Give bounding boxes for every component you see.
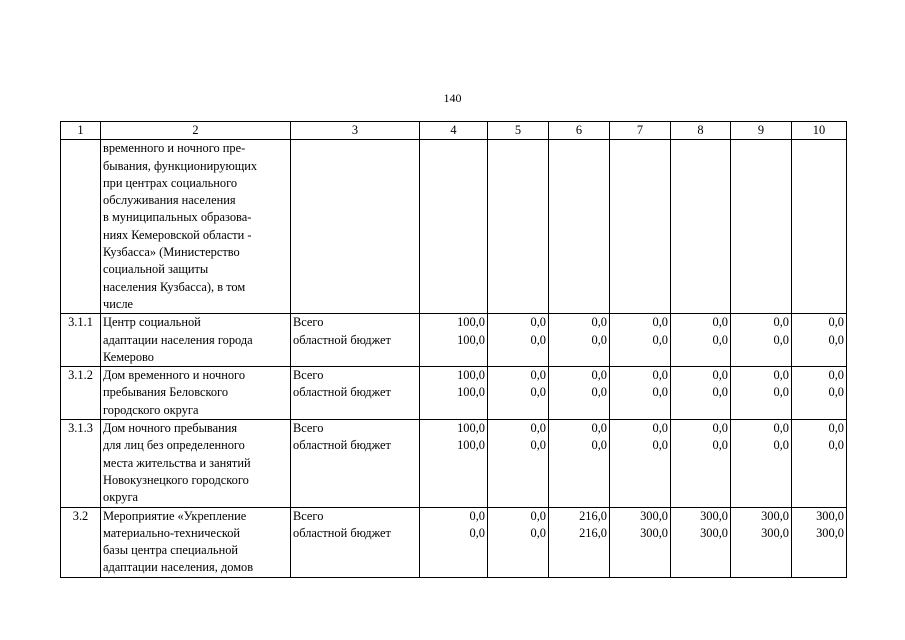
name-line: социальной защиты: [103, 262, 209, 277]
value-cell-col-10: [792, 140, 847, 314]
value-line: 0,0: [712, 332, 728, 347]
row-source: [291, 314, 420, 367]
value-line: 300,0: [761, 525, 789, 540]
value-line: 300,0: [816, 525, 844, 540]
name-line: временного и ночного пре-: [103, 141, 246, 156]
value-line: 100,0: [457, 385, 485, 400]
budget-table: [60, 121, 847, 578]
name-line: ниях Кемеровской области -: [103, 227, 252, 242]
value-line: 0,0: [530, 315, 546, 330]
value-line: 0,0: [652, 332, 668, 347]
value-line: 0,0: [530, 438, 546, 453]
value-line: 0,0: [828, 421, 844, 436]
value-cell-col-9: [731, 507, 792, 577]
value-line: 0,0: [591, 368, 607, 383]
row-number: 3.1.2: [61, 367, 101, 420]
name-line: Новокузнецкого городского: [103, 472, 249, 487]
source-line: областной бюджет: [293, 438, 391, 453]
value-line: 300,0: [640, 525, 668, 540]
source-line: областной бюджет: [293, 332, 391, 347]
value-line: 0,0: [712, 438, 728, 453]
value-cell-col-6: [549, 140, 610, 314]
value-line: 0,0: [652, 438, 668, 453]
value-cell-col-5: [488, 507, 549, 577]
value-cell-col-7: [610, 507, 671, 577]
value-line: 0,0: [591, 332, 607, 347]
value-line: 0,0: [712, 368, 728, 383]
value-line: 0,0: [712, 421, 728, 436]
name-line: при центрах социального: [103, 175, 238, 190]
value-cell-col-4: [420, 420, 488, 507]
row-name: [101, 314, 291, 367]
header-cell-9: 9: [731, 122, 792, 140]
header-cell-1: 1: [61, 122, 101, 140]
value-line: 0,0: [712, 385, 728, 400]
value-cell-col-6: [549, 420, 610, 507]
value-line: 300,0: [700, 508, 728, 523]
value-cell-col-8: [671, 140, 731, 314]
value-cell-col-5: [488, 367, 549, 420]
value-cell-col-5: [488, 420, 549, 507]
value-cell-col-7: [610, 420, 671, 507]
value-line: 0,0: [773, 421, 789, 436]
value-line: 0,0: [773, 385, 789, 400]
value-cell-col-8: [671, 507, 731, 577]
header-cell-10: 10: [792, 122, 847, 140]
value-line: 0,0: [828, 315, 844, 330]
name-line: округа: [103, 490, 139, 505]
header-cell-8: 8: [671, 122, 731, 140]
value-cell-col-6: [549, 314, 610, 367]
name-line: бывания, функционирующих: [103, 158, 258, 173]
name-line: в муниципальных образова-: [103, 210, 252, 225]
value-line: 0,0: [591, 421, 607, 436]
source-line: Всего: [293, 315, 324, 330]
name-line: адаптации населения города: [103, 332, 253, 347]
row-number: [61, 140, 101, 314]
value-line: 0,0: [652, 385, 668, 400]
source-line: Всего: [293, 368, 324, 383]
value-line: 0,0: [828, 438, 844, 453]
value-cell-col-7: [610, 314, 671, 367]
name-line: пребывания Беловского: [103, 385, 229, 400]
name-line: городского округа: [103, 402, 199, 417]
row-source: [291, 140, 420, 314]
value-cell-col-7: [610, 367, 671, 420]
name-line: базы центра специальной: [103, 543, 239, 558]
value-line: 0,0: [773, 332, 789, 347]
name-line: материально-технической: [103, 525, 241, 540]
name-line: Центр социальной: [103, 315, 201, 330]
source-line: областной бюджет: [293, 385, 391, 400]
table-row: [61, 314, 847, 367]
row-name: [101, 140, 291, 314]
name-line: Мероприятие «Укрепление: [103, 508, 247, 523]
table-row: [61, 367, 847, 420]
value-cell-col-6: [549, 507, 610, 577]
value-cell-col-9: [731, 367, 792, 420]
row-source: [291, 420, 420, 507]
value-line: 100,0: [457, 438, 485, 453]
source-line: Всего: [293, 421, 324, 436]
page-number: 140: [443, 91, 462, 105]
header-cell-2: 2: [101, 122, 291, 140]
value-line: 0,0: [652, 368, 668, 383]
value-cell-col-10: [792, 507, 847, 577]
table-row: [61, 507, 847, 577]
value-line: 100,0: [457, 368, 485, 383]
name-line: Дом ночного пребывания: [103, 421, 238, 436]
table-body: [61, 122, 847, 578]
header-row: [61, 122, 847, 140]
value-line: 0,0: [828, 385, 844, 400]
value-cell-col-10: [792, 420, 847, 507]
value-line: 300,0: [816, 508, 844, 523]
row-number: 3.1.3: [61, 420, 101, 507]
value-line: 0,0: [712, 315, 728, 330]
value-line: 0,0: [469, 508, 485, 523]
value-line: 0,0: [828, 368, 844, 383]
table-row: [61, 420, 847, 507]
name-line: для лиц без определенного: [103, 438, 245, 453]
value-line: 0,0: [530, 332, 546, 347]
name-line: адаптации населения, домов: [103, 560, 254, 575]
header-cell-3: 3: [291, 122, 420, 140]
row-source: [291, 507, 420, 577]
value-line: 0,0: [591, 438, 607, 453]
row-number: 3.1.1: [61, 314, 101, 367]
header-cell-5: 5: [488, 122, 549, 140]
source-line: областной бюджет: [293, 525, 391, 540]
value-cell-col-7: [610, 140, 671, 314]
row-name: [101, 367, 291, 420]
value-line: 100,0: [457, 421, 485, 436]
row-name: [101, 507, 291, 577]
value-cell-col-8: [671, 367, 731, 420]
name-line: места жительства и занятий: [103, 455, 251, 470]
value-cell-col-6: [549, 367, 610, 420]
name-line: населения Кузбасса), в том: [103, 279, 246, 294]
value-line: 0,0: [652, 421, 668, 436]
row-number: 3.2: [61, 507, 101, 577]
row-source: [291, 367, 420, 420]
value-line: 0,0: [773, 438, 789, 453]
name-line: числе: [103, 296, 134, 311]
value-line: 300,0: [640, 508, 668, 523]
value-line: 0,0: [773, 368, 789, 383]
value-cell-col-8: [671, 420, 731, 507]
value-line: 100,0: [457, 315, 485, 330]
value-cell-col-9: [731, 314, 792, 367]
value-cell-col-10: [792, 367, 847, 420]
value-line: 0,0: [773, 315, 789, 330]
header-cell-4: 4: [420, 122, 488, 140]
value-line: 0,0: [469, 525, 485, 540]
value-line: 0,0: [530, 421, 546, 436]
name-line: Дом временного и ночного: [103, 368, 246, 383]
value-line: 300,0: [700, 525, 728, 540]
value-line: 0,0: [530, 385, 546, 400]
value-line: 216,0: [579, 508, 607, 523]
value-cell-col-8: [671, 314, 731, 367]
value-line: 0,0: [591, 385, 607, 400]
value-cell-col-9: [731, 420, 792, 507]
value-cell-col-4: [420, 140, 488, 314]
table-row: [61, 140, 847, 314]
row-name: [101, 420, 291, 507]
source-line: Всего: [293, 508, 324, 523]
header-cell-7: 7: [610, 122, 671, 140]
value-cell-col-5: [488, 140, 549, 314]
value-line: 0,0: [530, 368, 546, 383]
name-line: Кемерово: [103, 349, 154, 364]
value-cell-col-5: [488, 314, 549, 367]
value-line: 216,0: [579, 525, 607, 540]
value-cell-col-4: [420, 367, 488, 420]
header-cell-6: 6: [549, 122, 610, 140]
value-cell-col-4: [420, 314, 488, 367]
value-line: 300,0: [761, 508, 789, 523]
value-line: 0,0: [591, 315, 607, 330]
value-line: 0,0: [652, 315, 668, 330]
name-line: Кузбасса» (Министерство: [103, 245, 240, 260]
value-cell-col-9: [731, 140, 792, 314]
value-cell-col-10: [792, 314, 847, 367]
name-line: обслуживания населения: [103, 193, 236, 208]
value-line: 100,0: [457, 332, 485, 347]
value-cell-col-4: [420, 507, 488, 577]
value-line: 0,0: [828, 332, 844, 347]
value-line: 0,0: [530, 508, 546, 523]
value-line: 0,0: [530, 525, 546, 540]
